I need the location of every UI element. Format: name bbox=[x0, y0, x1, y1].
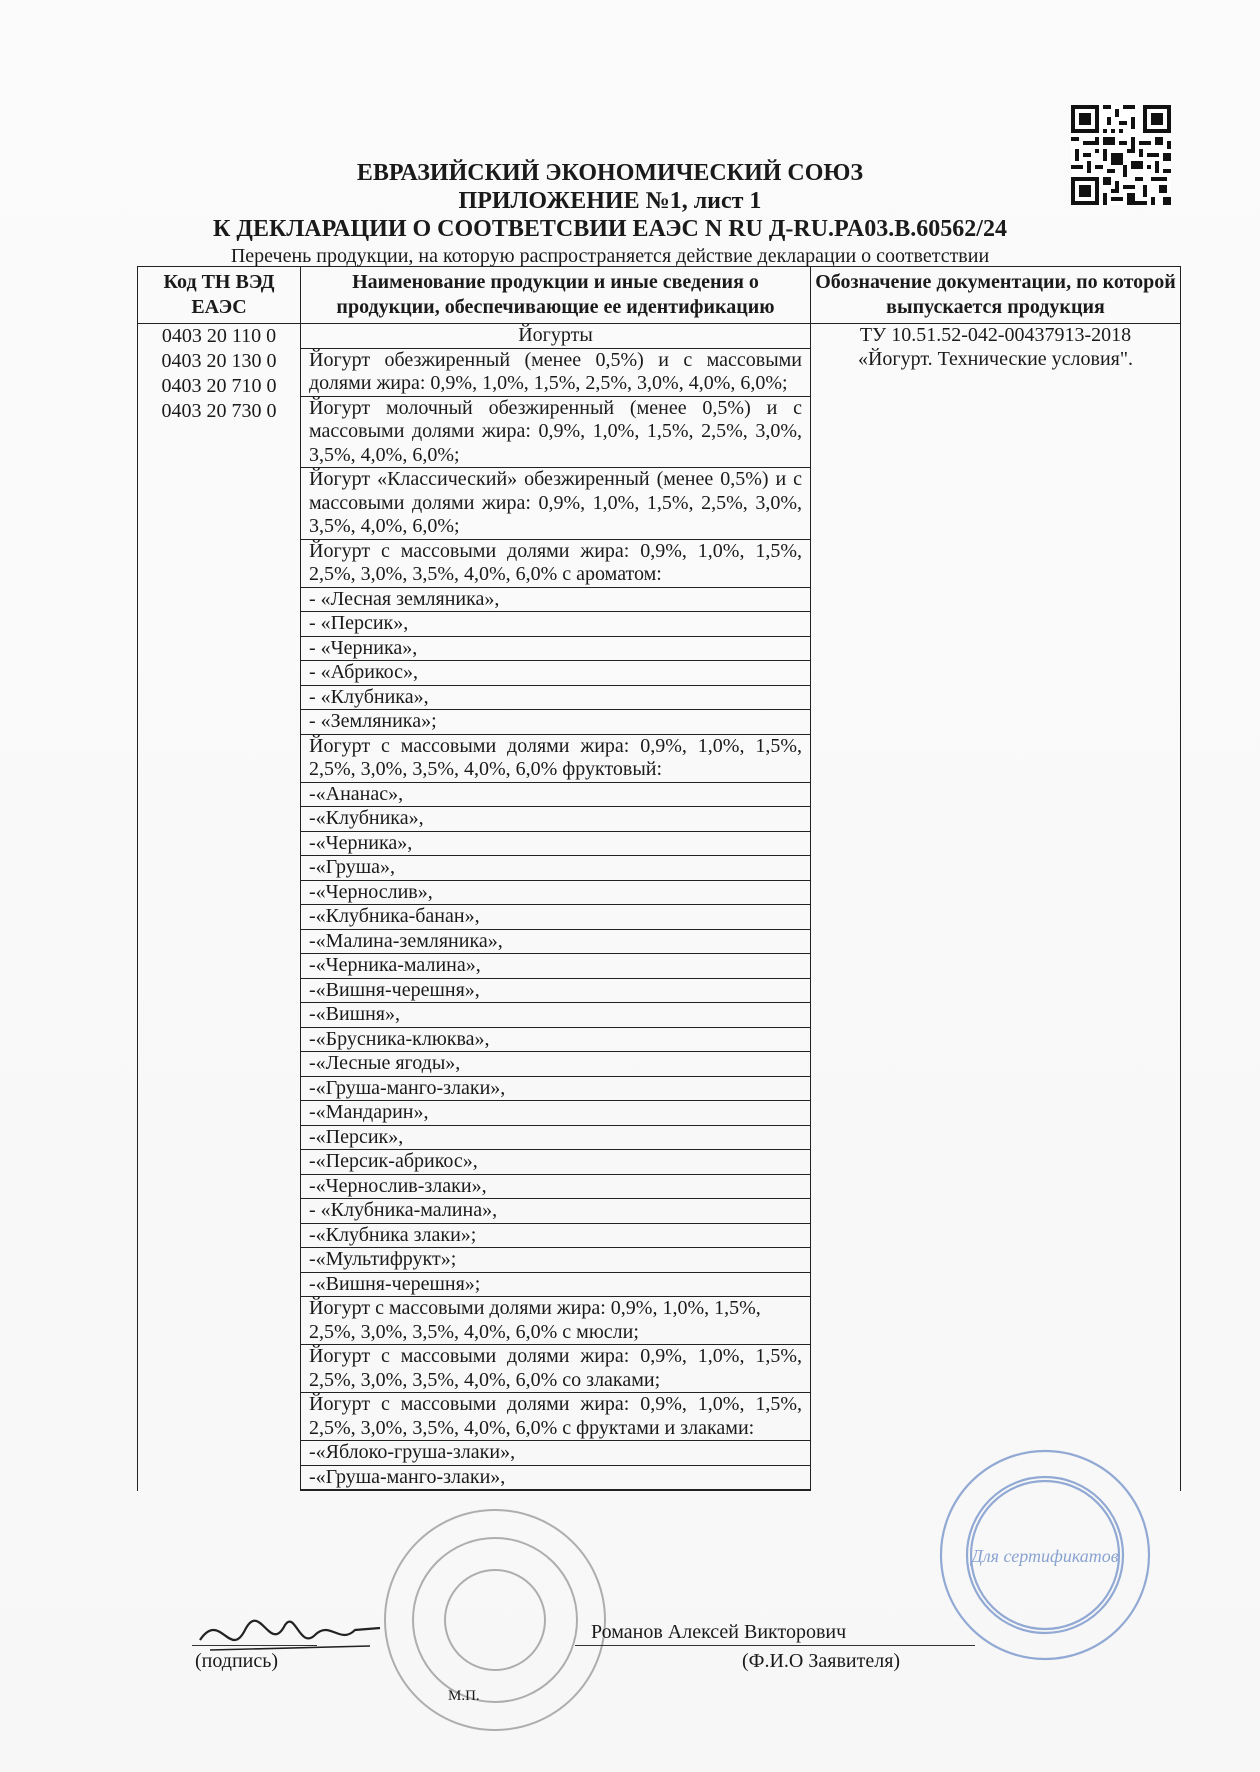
product-row: -«Персик», bbox=[301, 1125, 811, 1150]
product-row: -«Чернослив», bbox=[301, 880, 811, 905]
appendix-title: ПРИЛОЖЕНИЕ №1, лист 1 bbox=[458, 188, 762, 214]
product-row: - «Клубника-малина», bbox=[301, 1199, 811, 1224]
certification-stamp bbox=[930, 1440, 1160, 1670]
signature-label: (подпись) bbox=[195, 1650, 279, 1672]
column-header-name: Наименование продукции и иные сведения о продукции, обеспечивающие ее идентификацию bbox=[301, 267, 811, 324]
product-row: -«Малина-земляника», bbox=[301, 929, 811, 954]
product-row: Йогурт с массовыми долями жира: 0,9%, 1,0%, 1,5%, 2,5%, 3,0%, 3,5%, 4,0%, 6,0% с фруктами и злаками: bbox=[301, 1393, 811, 1441]
tu-number: ТУ 10.51.52-042-00437913-2018 bbox=[859, 324, 1132, 346]
signature-line bbox=[192, 1645, 317, 1646]
product-row: -«Клубника», bbox=[301, 807, 811, 832]
product-row: -«Груша», bbox=[301, 856, 811, 881]
product-row: Йогурт обезжиренный (менее 0,5%) и с массовыми долями жира: 0,9%, 1,0%, 1,5%, 2,5%, 3,0%, 4,0%, 6,0%; bbox=[301, 348, 811, 396]
product-row: -«Мультифрукт»; bbox=[301, 1248, 811, 1273]
product-row: Йогурт с массовыми долями жира: 0,9%, 1,0%, 1,5%, 2,5%, 3,0%, 3,5%, 4,0%, 6,0% со злаками; bbox=[301, 1345, 811, 1393]
tnved-codes-cell bbox=[138, 324, 301, 1491]
company-seal bbox=[375, 1500, 615, 1740]
tnved-code: 0403 20 730 0 bbox=[161, 400, 277, 422]
tnved-code: 0403 20 110 0 bbox=[161, 325, 277, 347]
applicant-name-label: (Ф.И.О Заявителя) bbox=[742, 1650, 901, 1672]
product-row bbox=[301, 1490, 811, 1491]
tnved-code: 0403 20 710 0 bbox=[161, 375, 277, 397]
tnved-code: 0403 20 130 0 bbox=[161, 350, 277, 372]
seal-label: М.П. bbox=[448, 1688, 480, 1704]
applicant-name: Романов Алексей Викторович bbox=[591, 1621, 847, 1643]
product-row: -«Груша-манго-злаки», bbox=[301, 1465, 811, 1490]
product-row: - «Черника», bbox=[301, 636, 811, 661]
column-header-docs: Обозначение документации, по которой выпускается продукция bbox=[811, 267, 1181, 324]
product-row: -«Вишня», bbox=[301, 1003, 811, 1028]
product-row: - «Земляника»; bbox=[301, 710, 811, 735]
product-row: -«Груша-манго-злаки», bbox=[301, 1076, 811, 1101]
product-row: -«Яблоко-груша-злаки», bbox=[301, 1441, 811, 1466]
product-row: -«Персик-абрикос», bbox=[301, 1150, 811, 1175]
product-row: -«Ананас», bbox=[301, 782, 811, 807]
product-row: -«Вишня-черешня»; bbox=[301, 1272, 811, 1297]
product-row: Йогурт «Классический» обезжиренный (менее 0,5%) и с массовыми долями жира: 0,9%, 1,0%, 1,5%, 2,5%, 3,0%, 3,5%, 4,0%, 6,0%; bbox=[301, 468, 811, 540]
product-row: -«Клубника злаки»; bbox=[301, 1223, 811, 1248]
product-row: -«Мандарин», bbox=[301, 1101, 811, 1126]
product-row: -«Клубника-банан», bbox=[301, 905, 811, 930]
product-row: - «Абрикос», bbox=[301, 661, 811, 686]
product-row: Йогурт с массовыми долями жира: 0,9%, 1,0%, 1,5%, 2,5%, 3,0%, 3,5%, 4,0%, 6,0% с ароматом: bbox=[301, 539, 811, 587]
product-list-subtitle: Перечень продукции, на которую распространяется действие декларации о соответствии bbox=[230, 245, 990, 267]
stamp-center-text: Для сертификатов bbox=[971, 1546, 1119, 1566]
qr-code bbox=[1071, 105, 1171, 205]
product-table bbox=[137, 266, 1181, 1491]
product-row: -«Брусника-клюква», bbox=[301, 1027, 811, 1052]
documentation-cell bbox=[811, 324, 1181, 1491]
product-row: Йогурты bbox=[301, 324, 811, 349]
product-row: -«Черника», bbox=[301, 831, 811, 856]
tu-title: «Йогурт. Технические условия". bbox=[857, 347, 1134, 370]
product-row: Йогурт с массовыми долями жира: 0,9%, 1,0%, 1,5%, 2,5%, 3,0%, 3,5%, 4,0%, 6,0% с мюсли; bbox=[301, 1297, 811, 1345]
product-row: -«Чернослив-злаки», bbox=[301, 1174, 811, 1199]
column-header-code: Код ТН ВЭД ЕАЭС bbox=[138, 267, 301, 324]
product-row: - «Клубника», bbox=[301, 685, 811, 710]
product-row: -«Черника-малина», bbox=[301, 954, 811, 979]
name-line bbox=[575, 1645, 975, 1646]
product-row: Йогурт с массовыми долями жира: 0,9%, 1,0%, 1,5%, 2,5%, 3,0%, 3,5%, 4,0%, 6,0% фруктовый: bbox=[301, 734, 811, 782]
product-row: - «Персик», bbox=[301, 612, 811, 637]
product-row: -«Лесные ягоды», bbox=[301, 1052, 811, 1077]
union-title: ЕВРАЗИЙСКИЙ ЭКОНОМИЧЕСКИЙ СОЮЗ bbox=[356, 160, 864, 186]
declaration-title: К ДЕКЛАРАЦИИ О СООТВЕТСВИИ ЕАЭС N RU Д-RU.PA03.B.60562/24 bbox=[213, 216, 1007, 242]
product-row: Йогурт молочный обезжиренный (менее 0,5%) и с массовыми долями жира: 0,9%, 1,0%, 1,5%, 2,5%, 3,0%, 3,5%, 4,0%, 6,0%; bbox=[301, 396, 811, 468]
product-row: -«Вишня-черешня», bbox=[301, 978, 811, 1003]
product-row: - «Лесная земляника», bbox=[301, 587, 811, 612]
